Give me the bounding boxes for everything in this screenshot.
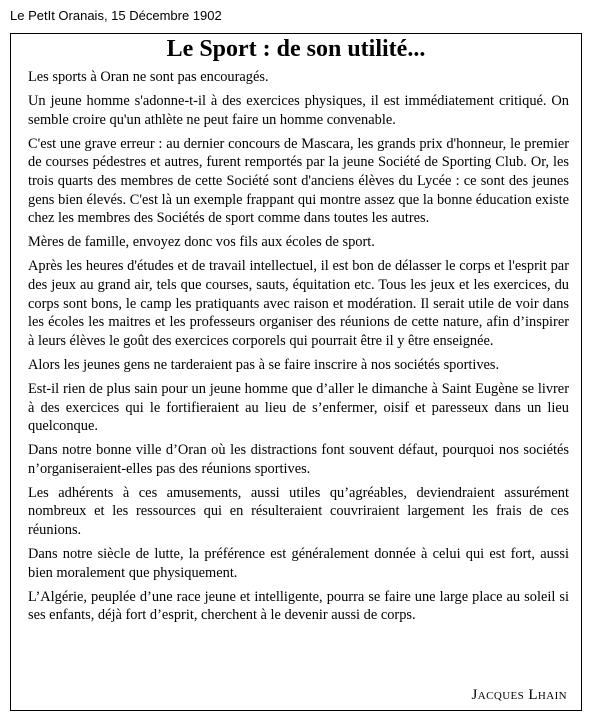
paragraph: Un jeune homme s'adonne-t-il à des exercices physiques, il est immédiatement critiqué. On semble croire qu'un athlète ne peut faire un homme convenable.	[28, 93, 569, 128]
paragraph: Dans notre siècle de lutte, la préférence est généralement donnée à celui qui est fort, aussi bien moralement que physiquement.	[28, 546, 569, 581]
paragraph: L’Algérie, peuplée d’une race jeune et intelligente, pourra se faire une large place au soleil si ses enfants, déjà fort d’esprit, cherchent à le devenir aussi de corps.	[28, 588, 569, 624]
article-body	[28, 68, 569, 631]
article-frame	[10, 33, 582, 711]
article-title: Le Sport : de son utilité...	[166, 36, 426, 62]
author-signature: Jacques Lhain	[471, 687, 567, 703]
paragraph: Les adhérents à ces amusements, aussi utiles qu’agréables, deviendraient assurément nombreux et les ressources qui en résulteraient couvriraient largement les frais de ces réunions.	[28, 484, 569, 539]
paragraph: Les sports à Oran ne sont pas encouragés.	[28, 69, 269, 85]
paragraph: Après les heures d'études et de travail intellectuel, il est bon de délasser le corps et l'esprit par des jeux au grand air, tels que courses, sauts, équitation etc. Tous les jeux et les exercices, du corps sont bons, le camp les pratiquants avec raison et modération. Il serait utile de voir dans les écoles les maitres et les professeurs organiser des réunions de cette nature, afin d’inspirer à leurs élèves le goût des exercices corporels qui pourrait être il y être enseignée.	[28, 258, 569, 349]
paragraph: Est-il rien de plus sain pour un jeune homme que d’aller le dimanche à Saint Eugène se livrer à des exercices qui le fortifieraient au lieu de s’enfermer, oisif et paresseux dans un lieu quelconque.	[28, 380, 569, 435]
paragraph: Mères de famille, envoyez donc vos fils aux écoles de sport.	[28, 234, 375, 251]
paragraph: Alors les jeunes gens ne tarderaient pas à se faire inscrire à nos sociétés sportives.	[28, 356, 500, 373]
paragraph: C'est une grave erreur : au dernier concours de Mascara, les grands prix d'honneur, le premier de courses pédestres et autres, furent remportés par la jeune Société de Sporting Club. Or, les trois quarts des membres de cette Société sont d'anciens élèves du Lycée : ce sont des jeunes gens bien élevés. C'est là un exemple frappant qui montre assez que la bonne éducation existe chez les membres des Sociétés de sport comme dans toutes les autres.	[28, 135, 569, 227]
newspaper-source-line: Le PetIt Oranais, 15 Décembre 1902	[10, 8, 222, 23]
paragraph: Dans notre bonne ville d’Oran où les distractions font souvent défaut, pourquoi nos sociétés n’organiseraient-elles pas des réunions sportives.	[28, 442, 569, 477]
